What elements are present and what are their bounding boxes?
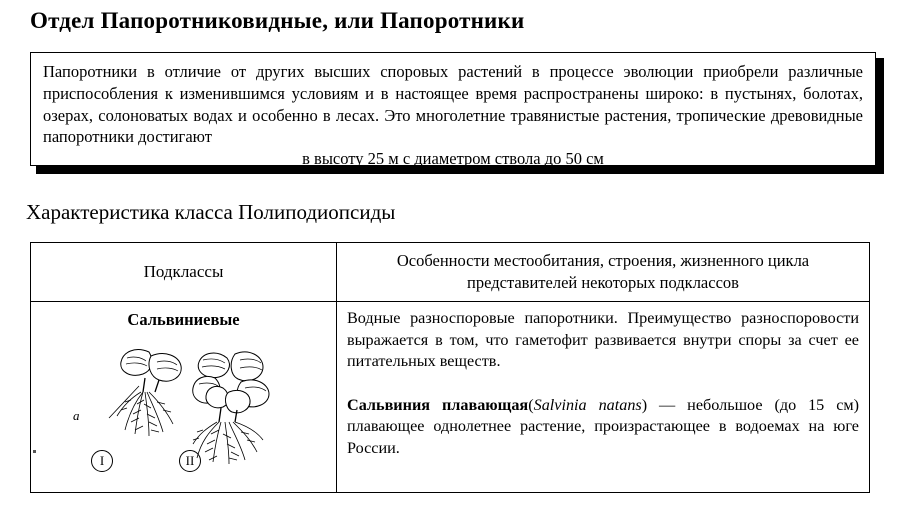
table-header-row <box>31 243 870 302</box>
page-speck <box>33 450 36 453</box>
intro-callout <box>30 52 878 169</box>
figure-marker-one: I <box>91 450 113 472</box>
species-name-bold: Сальвиния плавающая <box>347 395 529 414</box>
paren-open: ( <box>528 395 534 414</box>
table-row <box>31 302 870 493</box>
section-title: Характеристика класса Полиподиопсиды <box>26 200 396 224</box>
subclass-label: Сальвиниевые <box>127 310 240 329</box>
description-paragraph-2 <box>347 395 859 460</box>
characteristics-table <box>30 242 870 493</box>
characteristics-table-wrapper <box>30 242 870 493</box>
table-header-subclasses: Подклассы <box>31 243 337 302</box>
intro-callout-box <box>30 52 876 169</box>
table-header-features: Особенности местообитания, строения, жизненного цикла представителей некоторых подклассов <box>337 243 870 302</box>
subclass-cell <box>31 302 337 493</box>
description-paragraph-2-rest: ) — небольшое (до 15 см) плавающее однолетнее растение, произрастающее в водоемах на юге России. <box>347 395 860 457</box>
intro-paragraph-container <box>31 53 875 170</box>
intro-paragraph: Папоротники в отличие от других высших споровых растений в процессе эволюции приобрели различные приспособления к изменившимся условиям и в настоящее время распространены широко: в пустынях, болотах, озерах, солоноватых водах и особенно в лесах. Это многолетние травянистые растения, тропические древовидные папоротники достигают <box>43 62 863 147</box>
intro-last-line: в высоту 25 м с диаметром ствола до 50 см <box>302 149 604 169</box>
description-paragraph-1: Водные разноспоровые папоротники. Преимущество разноспоровости выражается в том, что гаметофит развивается внутри споры за счет ее питательных веществ. <box>347 309 859 371</box>
figure-marker-two: II <box>179 450 201 472</box>
page-title: Отдел Папоротниковидные, или Папоротники <box>30 8 525 33</box>
description-cell <box>337 302 870 493</box>
fern-plant-illustration <box>31 330 336 480</box>
species-name-latin: Salvinia natans <box>533 395 642 414</box>
figure-label-a: а <box>73 408 80 423</box>
